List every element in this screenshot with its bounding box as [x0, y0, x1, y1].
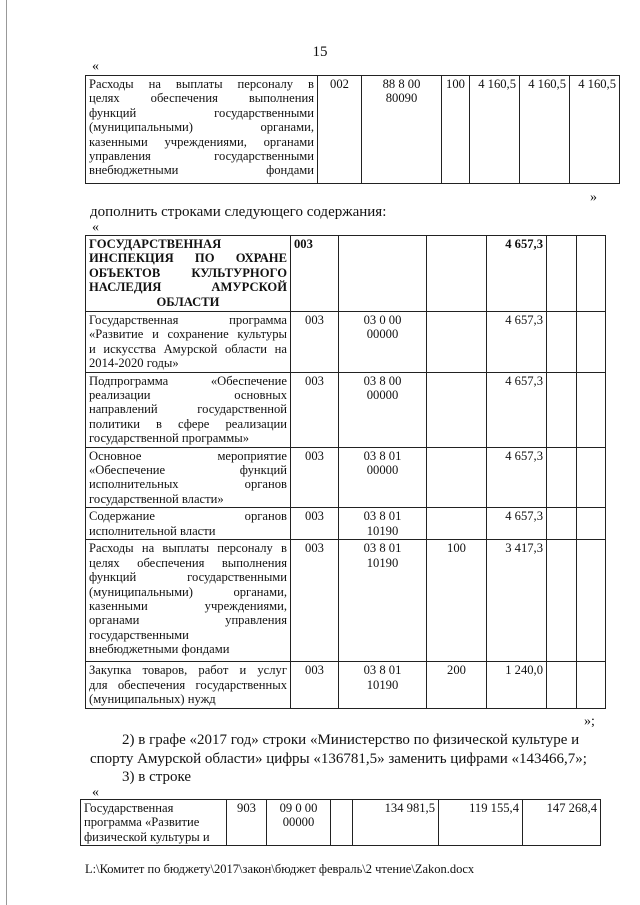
name-line: управления государственными	[89, 149, 314, 164]
name-line: исполнительных органов	[89, 477, 287, 492]
row-type-cell	[427, 372, 487, 447]
name-line: Подпрограмма «Обеспечение	[89, 373, 287, 388]
name-line: и искусства Амурской области на	[89, 341, 287, 356]
target-line: 10190	[366, 677, 399, 692]
empty-cell	[547, 236, 577, 312]
name-line: исполнительной власти	[89, 523, 216, 538]
name-line: «Обеспечение функций	[89, 463, 287, 478]
target-line: 03 8 01	[363, 541, 402, 556]
row-code-cell: 003	[291, 312, 339, 373]
name-line: программа «Развитие	[84, 815, 200, 830]
row-value-cell: 4 657,3	[487, 236, 547, 312]
row-target-cell	[339, 312, 427, 373]
row-value-cell: 3 417,3	[487, 540, 547, 662]
row-target-cell	[362, 76, 442, 184]
table-row	[86, 236, 606, 312]
name-line: внебюджетными фондами	[89, 642, 230, 657]
target-line: 03 0 00	[363, 313, 402, 327]
empty-cell	[577, 312, 606, 373]
empty-cell	[547, 312, 577, 373]
footer-file-path: L:\Комитет по бюджету\2017\закон\бюджет февраль\2 чтение\Zakon.docx	[85, 862, 475, 876]
quote-close-1: »	[590, 190, 597, 205]
name-line: Закупка товаров, работ и услуг	[89, 663, 287, 678]
name-line: Содержание органов	[89, 509, 287, 524]
target-line: 00000	[366, 327, 399, 342]
row-code-cell: 903	[227, 800, 267, 846]
row-name-cell	[86, 76, 318, 184]
empty-cell	[547, 540, 577, 662]
name-line: целях обеспечения выполнения	[89, 555, 287, 570]
name-line: функций государственными	[89, 105, 314, 120]
row-value-cell: 4 160,5	[470, 76, 520, 184]
empty-cell	[577, 540, 606, 662]
row-target-cell	[339, 236, 427, 312]
row-name-cell	[86, 662, 291, 708]
row-code-cell: 002	[318, 76, 362, 184]
empty-cell	[577, 508, 606, 540]
row-code-cell: 003	[291, 447, 339, 508]
name-line: ОБЪЕКТОВ КУЛЬТУРНОГО	[89, 265, 287, 280]
table-row	[86, 662, 606, 708]
name-line: Государственная	[84, 801, 174, 815]
row-code-cell: 003	[291, 508, 339, 540]
table-3	[80, 799, 601, 846]
row-value-cell: 4 657,3	[487, 447, 547, 508]
name-line: Государственная программа	[89, 313, 287, 327]
row-type-cell	[331, 800, 353, 846]
paragraph-2	[90, 731, 595, 769]
row-value-cell: 4 657,3	[487, 372, 547, 447]
paragraph-3: 3) в строке	[122, 769, 192, 785]
target-line: 00000	[366, 463, 399, 478]
name-line: функций государственными	[89, 570, 287, 585]
paragraph-2-line: 2) в графе «2017 год» строки «Министерство по физической культуре и	[122, 732, 580, 748]
row-name-cell	[86, 447, 291, 508]
name-line: казенными учреждениями, органами	[89, 134, 314, 149]
name-line: Расходы на выплаты персоналу в	[89, 77, 314, 91]
paragraph-2-line: спорту Амурской области» цифры «136781,5» заменить цифрами «143466,7»;	[90, 751, 587, 767]
row-value-cell: 1 240,0	[487, 662, 547, 708]
row-value-cell: 134 981,5	[353, 800, 439, 846]
name-line: 2014-2020 годы»	[89, 356, 179, 371]
quote-open-1: «	[92, 59, 99, 74]
name-line: (муниципальными) органами,	[89, 120, 314, 135]
name-line: государственной программы»	[89, 431, 249, 446]
name-line: (муниципальных) нужд	[89, 692, 216, 707]
row-target-cell	[339, 447, 427, 508]
name-line: политики в сфере реализации	[89, 416, 287, 431]
empty-cell	[547, 508, 577, 540]
row-target-cell	[339, 540, 427, 662]
row-type-cell: 200	[427, 662, 487, 708]
table-row	[86, 372, 606, 447]
name-line: Расходы на выплаты персоналу в	[89, 541, 287, 556]
name-line: целях обеспечения выполнения	[89, 91, 314, 106]
table-2	[85, 235, 606, 709]
name-line: внебюджетными фондами	[89, 163, 314, 178]
target-line: 10190	[366, 523, 399, 538]
row-target-cell	[339, 662, 427, 708]
table-row	[86, 447, 606, 508]
empty-cell	[577, 662, 606, 708]
row-code-cell: 003	[291, 236, 339, 312]
name-line: реализации основных	[89, 388, 287, 403]
name-line: ГОСУДАРСТВЕННАЯ	[89, 237, 222, 251]
row-target-cell	[339, 508, 427, 540]
row-value-cell: 119 155,4	[439, 800, 523, 846]
table-row	[86, 508, 606, 540]
row-name-cell	[86, 312, 291, 373]
row-value-cell: 4 160,5	[520, 76, 570, 184]
empty-cell	[577, 236, 606, 312]
target-line: 80090	[385, 91, 418, 106]
name-line: государственными	[89, 627, 189, 642]
quote-close-2: »;	[584, 714, 595, 729]
row-target-cell	[267, 800, 331, 846]
table-row	[86, 76, 620, 184]
name-line: государственной власти»	[89, 491, 224, 506]
table-1	[85, 75, 620, 184]
name-line: для обеспечения государственных	[89, 677, 287, 692]
target-line: 03 8 01	[363, 448, 402, 463]
row-type-cell	[427, 312, 487, 373]
empty-cell	[547, 372, 577, 447]
target-line: 10190	[366, 555, 399, 570]
row-name-cell	[86, 508, 291, 540]
name-line: направлений государственной	[89, 402, 287, 417]
quote-open-3: «	[92, 785, 99, 800]
name-line: органами управления	[89, 613, 287, 628]
empty-cell	[577, 372, 606, 447]
empty-cell	[577, 447, 606, 508]
name-line: физической культуры и	[84, 829, 210, 844]
quote-open-2: «	[92, 220, 99, 235]
target-line: 09 0 00	[279, 801, 318, 815]
row-type-cell	[427, 236, 487, 312]
row-code-cell: 003	[291, 662, 339, 708]
row-value-cell: 147 268,4	[523, 800, 601, 846]
empty-cell	[547, 447, 577, 508]
target-line: 03 8 01	[363, 663, 402, 678]
row-value-cell: 4 657,3	[487, 508, 547, 540]
row-type-cell	[427, 447, 487, 508]
scan-edge-line	[6, 0, 7, 905]
row-type-cell: 100	[442, 76, 470, 184]
target-line: 88 8 00	[382, 77, 421, 91]
target-line: 03 8 00	[363, 373, 402, 388]
row-name-cell	[86, 372, 291, 447]
target-line: 03 8 01	[363, 509, 402, 524]
row-type-cell	[427, 508, 487, 540]
empty-cell	[547, 662, 577, 708]
row-code-cell: 003	[291, 372, 339, 447]
name-line: ИНСПЕКЦИЯ ПО ОХРАНЕ	[89, 251, 287, 266]
name-line: НАСЛЕДИЯ АМУРСКОЙ	[89, 280, 287, 295]
name-line: Основное мероприятие	[89, 448, 287, 463]
row-code-cell: 003	[291, 540, 339, 662]
row-name-cell	[86, 540, 291, 662]
name-line: «Развитие и сохранение культуры	[89, 327, 287, 342]
target-line: 00000	[282, 815, 315, 830]
row-target-cell	[339, 372, 427, 447]
name-line: (муниципальными) органами,	[89, 584, 287, 599]
row-type-cell: 100	[427, 540, 487, 662]
row-value-cell: 4 657,3	[487, 312, 547, 373]
table-row	[81, 800, 601, 846]
name-line: ОБЛАСТИ	[156, 294, 220, 309]
table-row	[86, 540, 606, 662]
row-name-cell	[81, 800, 227, 846]
row-value-cell: 4 160,5	[570, 76, 620, 184]
target-line: 00000	[366, 388, 399, 403]
row-name-cell	[86, 236, 291, 312]
add-rows-text: дополнить строками следующего содержания:	[90, 204, 387, 220]
table-row	[86, 312, 606, 373]
name-line: казенными учреждениями,	[89, 598, 287, 613]
page-number: 15	[312, 44, 328, 60]
